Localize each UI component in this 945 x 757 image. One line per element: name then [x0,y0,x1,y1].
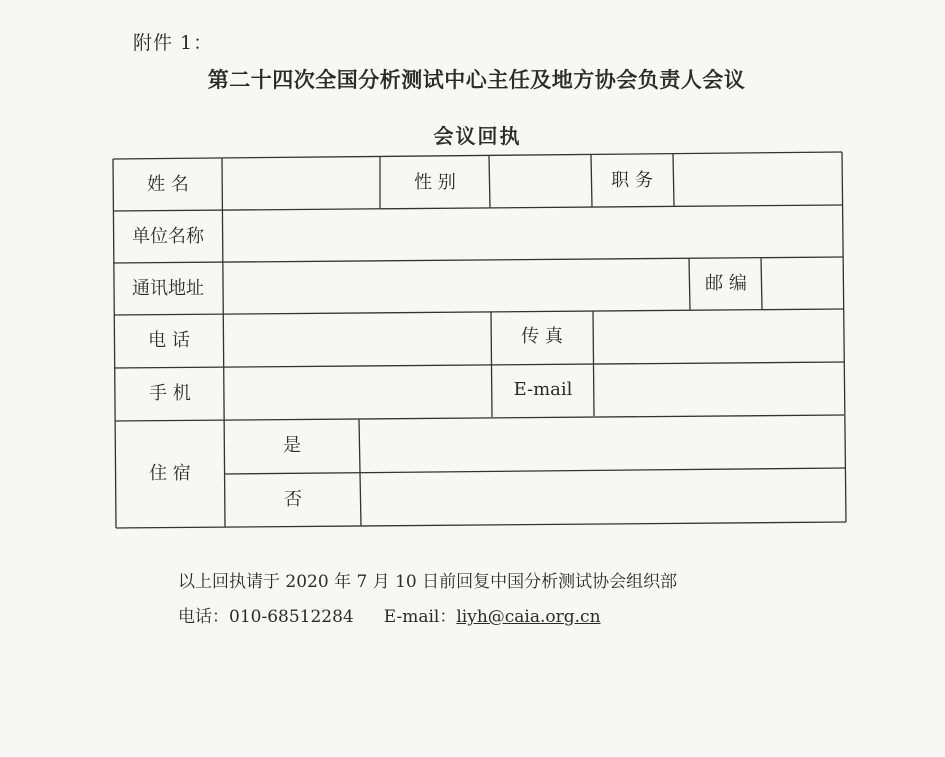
attachment-label: 附件 1： [133,32,214,54]
postcode-label: 邮 编 [705,273,747,294]
table-border-right [842,152,846,522]
org-name-label: 单位名称 [132,226,204,247]
address-label: 通讯地址 [132,278,204,299]
column-divider [489,156,490,208]
name-label: 姓 名 [147,174,189,195]
table-border-left [113,159,116,528]
lodging-no-label: 否 [284,489,302,510]
reply-deadline-note: 以上回执请于 2020 年 7 月 10 日前回复中国分析测试协会组织部 [178,572,678,592]
contact-email-prefix: E-mail： [383,607,457,627]
contact-email-link[interactable]: liyh@caia.org.cn [456,607,601,627]
contact-line [178,602,601,627]
column-divider [689,258,690,310]
column-divider [761,257,762,309]
table-border-top [113,152,842,159]
phone-label: 电 话 [148,330,190,351]
page-title: 第二十四次全国分析测试中心主任及地方协会负责人会议 [207,68,746,92]
gender-label: 性 别 [414,172,456,193]
fax-label: 传 真 [521,326,563,347]
column-divider [593,311,594,416]
email-label: E-mail [513,379,573,400]
position-label: 职 务 [611,170,653,191]
contact-phone: 电话：010-68512284 [178,607,354,627]
row-divider [224,468,845,474]
lodging-label: 住 宿 [149,463,191,484]
mobile-label: 手 机 [149,383,191,404]
lodging-yes-label: 是 [283,435,301,456]
page-subtitle: 会议回执 [433,124,522,148]
column-divider [222,158,225,527]
column-divider [591,155,592,207]
column-divider [673,154,674,206]
column-divider [491,312,492,417]
